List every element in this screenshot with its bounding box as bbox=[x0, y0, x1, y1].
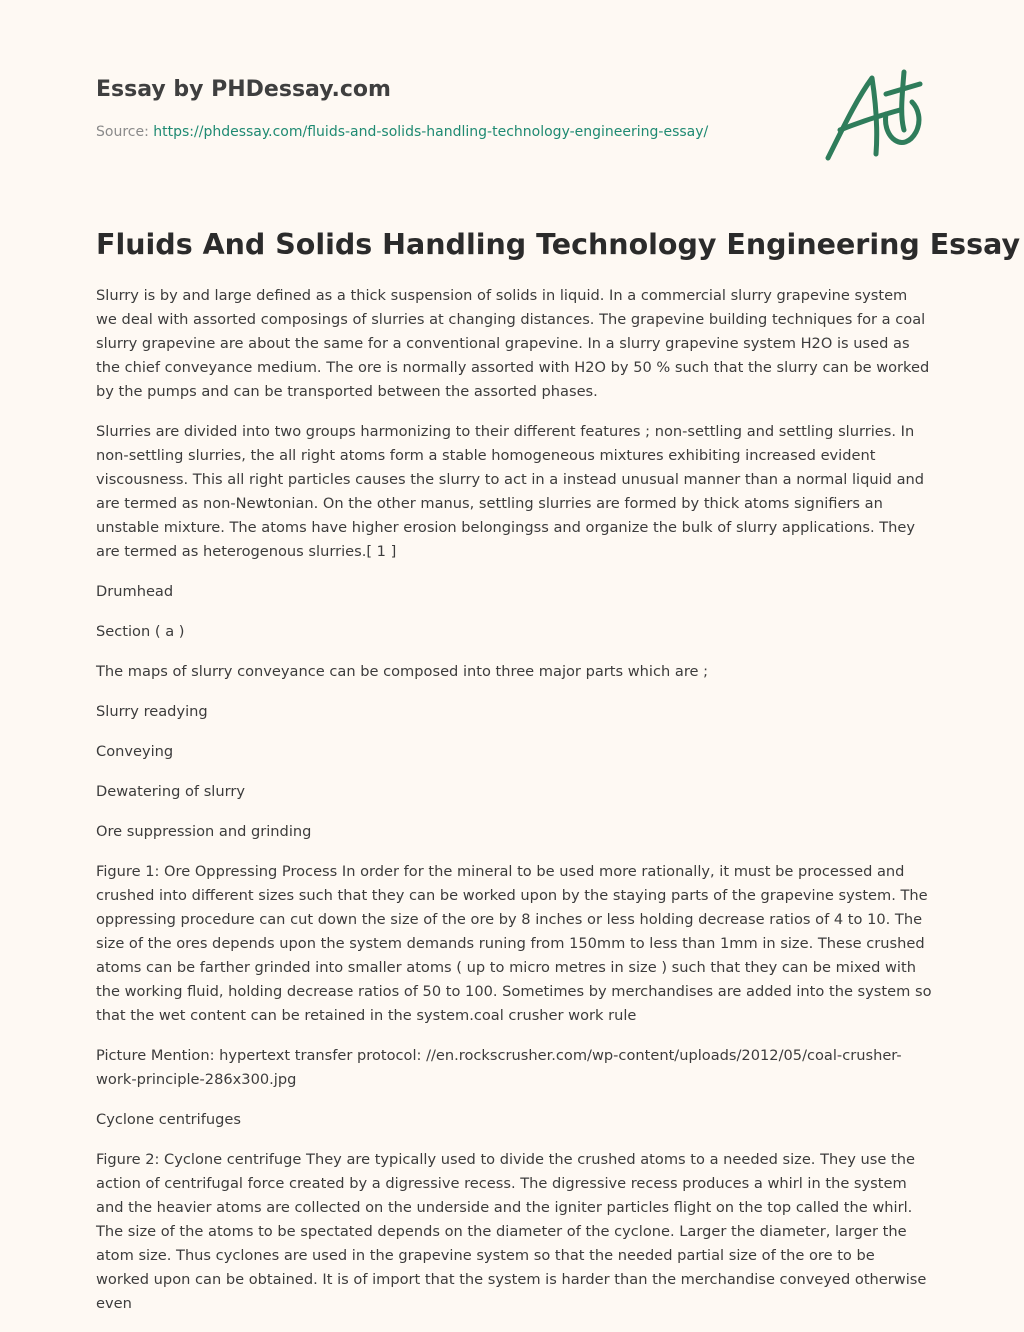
paragraph: Section ( a ) bbox=[96, 623, 185, 640]
essay-body bbox=[96, 284, 932, 1332]
paragraph: Cyclone centrifuges bbox=[96, 1111, 241, 1128]
paragraph: Figure 2: Cyclone centrifuge They are typically used to divide the crushed atoms to a needed size. They use the action of centrifugal force created by a digressive recess. The digressive recess produces a whirl in the system and the heavier atoms are collected on the underside and the igniter particles flight on the top called the whirl. The size of the atoms to be spectated depends on the diameter of the cyclone. Larger the diameter, larger the atom size. Thus cyclones are used in the grapevine system so that the needed partial size of the ore to be worked upon can be obtained. It is of import that the system is harder than the merchandise conveyed otherwise even bbox=[96, 1151, 927, 1312]
source-line bbox=[96, 122, 796, 142]
site-title: Essay by PHDessay.com bbox=[96, 77, 391, 102]
paragraph: Picture Mention: hypertext transfer protocol: //en.rockscrusher.com/wp-content/uploads/2012/05/coal-crusher-work-principle-286x300.jpg bbox=[96, 1047, 902, 1088]
paragraph: Conveying bbox=[96, 743, 174, 760]
paragraph: Drumhead bbox=[96, 583, 174, 600]
paragraph: Slurry is by and large defined as a thick suspension of solids in liquid. In a commercial slurry grapevine system we deal with assorted composings of slurries at changing distances. The grapevine building techniques for a coal slurry grapevine are about the same for a conventional grapevine. In a slurry grapevine system H2O is used as the chief conveyance medium. The ore is normally assorted with H2O by 50 % such that the slurry can be worked by the pumps and can be transported between the assorted phases. bbox=[96, 287, 930, 400]
a-plus-logo-icon bbox=[820, 66, 932, 166]
source-label: Source: bbox=[96, 124, 154, 140]
paragraph: Slurry readying bbox=[96, 703, 208, 720]
essay-title: Fluids And Solids Handling Technology Engineering Essay bbox=[96, 228, 1021, 261]
source-link[interactable]: https://phdessay.com/fluids-and-solids-handling-technology-engineering-essay/ bbox=[153, 124, 709, 140]
paragraph: Dewatering of slurry bbox=[96, 783, 245, 800]
paragraph: The maps of slurry conveyance can be composed into three major parts which are ; bbox=[96, 663, 709, 680]
page-header bbox=[96, 74, 796, 142]
paragraph: Slurries are divided into two groups harmonizing to their different features ; non-settling and settling slurries. In non-settling slurries, the all right atoms form a stable homogeneous mixtures exhibiting increased evident viscousness. This all right particles causes the slurry to act in a instead unusual manner than a normal liquid and are termed as non-Newtonian. On the other manus, settling slurries are formed by thick atoms signifiers an unstable mixture. The atoms have higher erosion belongingss and organize the bulk of slurry applications. They are termed as heterogenous slurries.[ 1 ] bbox=[96, 423, 925, 560]
paragraph: Ore suppression and grinding bbox=[96, 823, 312, 840]
paragraph: Figure 1: Ore Oppressing Process In order for the mineral to be used more rationally, it must be processed and crushed into different sizes such that they can be worked upon by the staying parts of the grapevine system. The oppressing procedure can cut down the size of the ore by 8 inches or less holding decrease ratios of 4 to 10. The size of the ores depends upon the system demands runing from 150mm to less than 1mm in size. These crushed atoms can be farther grinded into smaller atoms ( up to micro metres in size ) such that they can be mixed with the working fluid, holding decrease ratios of 50 to 100. Sometimes by merchandises are added into the system so that the wet content can be retained in the system.coal crusher work rule bbox=[96, 863, 932, 1024]
